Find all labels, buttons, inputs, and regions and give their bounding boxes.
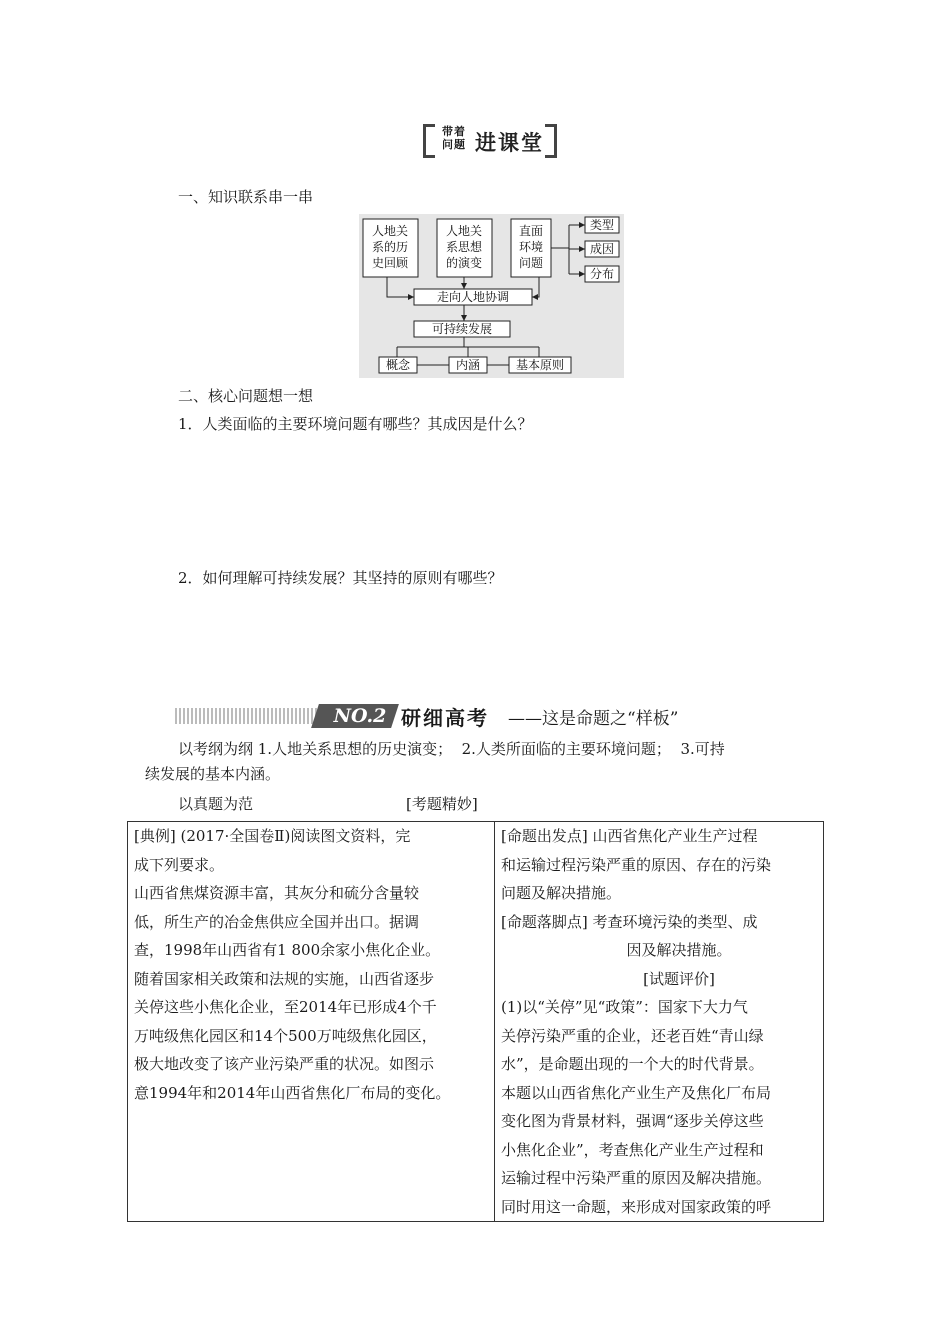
bracket-right (545, 124, 557, 158)
banner-small-bottom: 问题 (442, 138, 466, 151)
stripe-decoration (175, 708, 320, 724)
connotation-label: 内涵 (455, 358, 481, 372)
example-line: 山西省焦煤资源丰富，其灰分和硫分含量较 (134, 884, 420, 902)
outline-exam-label: [考题精妙] (406, 795, 478, 813)
section-banner (423, 124, 557, 154)
analysis-line: [试题评价] (643, 969, 715, 988)
box3-line1: 直面 (518, 224, 544, 238)
example-line: 随着国家相关政策和法规的实施，山西省逐步 (134, 969, 435, 988)
analysis-line: 因及解决措施。 (626, 941, 732, 959)
box3-line2: 环境 (518, 240, 544, 254)
box1-line2: 系的历 (371, 240, 409, 254)
analysis-line: 变化图为背景材料，强调“逐步关停这些 (501, 1112, 764, 1130)
example-cell (128, 822, 495, 1222)
box1-line3: 史回顾 (371, 256, 409, 270)
analysis-line: 本题以山西省焦化产业生产及焦化厂布局 (501, 1083, 772, 1102)
analysis-line: 水”，是命题出现的一个大的时代背景。 (501, 1055, 764, 1073)
side-distribution: 分布 (589, 267, 615, 281)
analysis-line: 同时用这一命题，来形成对国家政策的呼 (501, 1197, 772, 1216)
bracket-left (423, 124, 435, 158)
example-line: 关停这些小焦化企业，至2014年已形成4个千 (134, 998, 437, 1016)
banner-title: 进课堂 (475, 131, 544, 155)
analysis-line: 和运输过程污染严重的原因、存在的污染 (501, 855, 772, 874)
principle-label: 基本原则 (515, 358, 565, 372)
outline-real-questions: 以真题为范 (178, 795, 254, 813)
section2-heading: 二、核心问题想一想 (178, 387, 314, 405)
example-line: 万吨级焦化园区和14个500万吨级焦化园区， (134, 1026, 437, 1045)
example-line: [典例] (2017·全国卷Ⅱ)阅读图文资料，完 (134, 827, 411, 845)
box1-line1: 人地关 (371, 224, 409, 238)
box3-line3: 问题 (518, 256, 544, 270)
example-line: 极大地改变了该产业污染严重的状况。如图示 (134, 1055, 435, 1073)
side-type: 类型 (589, 218, 615, 232)
analysis-line: (1)以“关停”见“政策”：国家下大力气 (501, 998, 748, 1016)
example-table (127, 821, 824, 1222)
analysis-cell (495, 822, 824, 1222)
analysis-line: 小焦化企业”，考查焦化产业生产过程和 (501, 1140, 764, 1159)
question-2: 2．如何理解可持续发展？其坚持的原则有哪些？ (178, 569, 503, 587)
box2-line3: 的演变 (445, 256, 483, 270)
badge-label: NO.2 (333, 705, 387, 727)
banner-small-top: 带着 (442, 125, 466, 138)
no2-title: 研细高考 (401, 706, 489, 730)
analysis-line: 运输过程中污染严重的原因及解决措施。 (501, 1169, 772, 1187)
concept-label: 概念 (385, 358, 411, 372)
example-line: 查，1998年山西省有1 800余家小焦化企业。 (134, 941, 441, 959)
example-line: 成下列要求。 (134, 855, 225, 874)
question-1: 1．人类面临的主要环境问题有哪些？其成因是什么？ (178, 415, 533, 433)
no2-subtitle: ——这是命题之“样板” (508, 709, 679, 729)
outline-line2: 续发展的基本内涵。 (145, 765, 281, 783)
box2-line2: 系思想 (445, 240, 483, 254)
example-line: 低，所生产的冶金焦供应全国并出口。据调 (134, 912, 420, 931)
analysis-line: 关停污染严重的企业，还老百姓“青山绿 (501, 1026, 764, 1045)
coordinate-label: 走向人地协调 (436, 290, 510, 304)
box2-line1: 人地关 (445, 224, 483, 238)
no2-banner (175, 700, 735, 734)
analysis-line: [命题出发点] 山西省焦化产业生产过程 (501, 827, 758, 845)
sustain-label: 可持续发展 (431, 322, 493, 336)
analysis-line: [命题落脚点] 考查环境污染的类型、成 (501, 912, 758, 931)
example-line: 意1994年和2014年山西省焦化厂布局的变化。 (134, 1083, 451, 1102)
side-cause: 成因 (589, 242, 615, 256)
knowledge-diagram (359, 214, 624, 378)
section1-heading: 一、知识联系串一串 (178, 188, 314, 206)
analysis-line: 问题及解决措施。 (501, 884, 622, 902)
outline-line1: 以考纲为纲 1.人地关系思想的历史演变； 2.人类所面临的主要环境问题； 3.可持 (178, 740, 725, 758)
